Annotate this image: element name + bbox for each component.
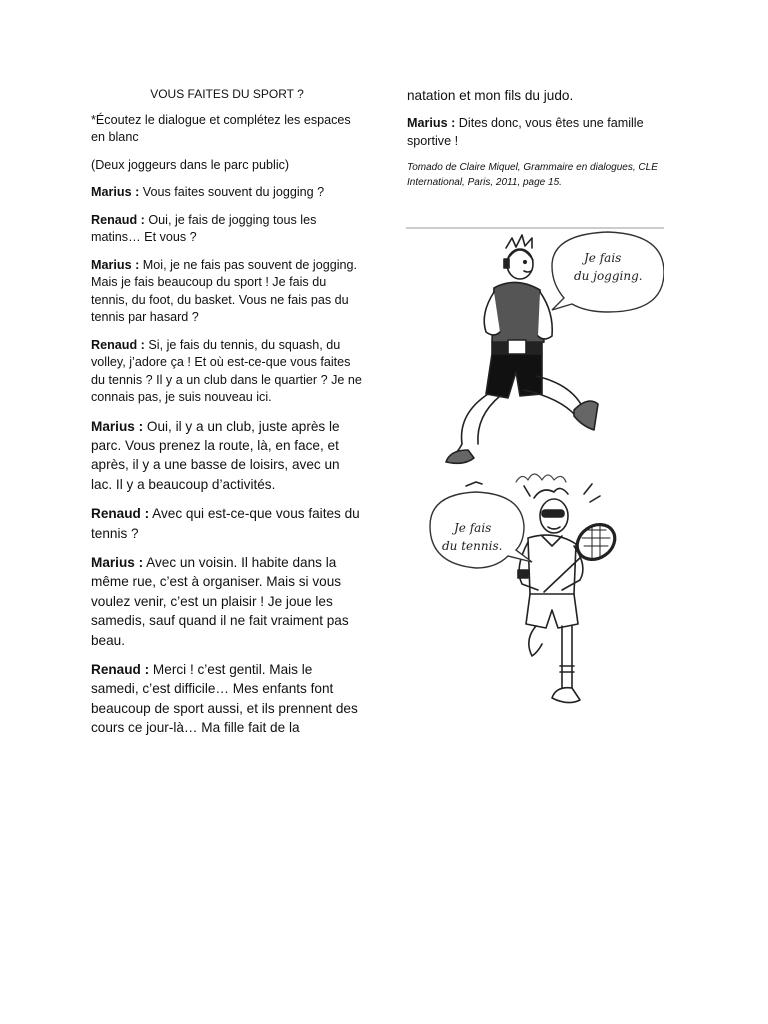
bubble-tennis-line2: du tennis. <box>442 539 503 553</box>
dialogue-text: Moi, je ne fais pas souvent de jogging. Mais je fais beaucoup du sport ! Je fais du tennis, du foot, du basket. Vous ne fais pas du tennis par hasard ? <box>91 257 358 324</box>
dialogue-continuation: natation et mon fils du judo. <box>407 88 574 103</box>
context-line: (Deux joggeurs dans le parc public) <box>91 157 290 172</box>
speaker-label: Marius : <box>91 554 144 570</box>
left-column <box>91 86 363 748</box>
speaker-label: Renaud : <box>91 212 145 227</box>
dialogue-line <box>91 337 363 407</box>
speaker-label: Marius : <box>91 418 144 434</box>
bubble-tennis-line1: Je fais <box>454 521 492 535</box>
dialogue-line <box>91 660 363 738</box>
dialogue-line <box>91 553 363 650</box>
right-column <box>407 86 669 200</box>
speaker-label: Renaud : <box>91 661 150 677</box>
dialogue-line <box>91 417 363 495</box>
cartoon-svg <box>406 226 664 726</box>
dialogue-line <box>91 504 363 543</box>
speaker-label: Marius : <box>91 185 140 199</box>
dialogue-text: Oui, je fais de jogging tous les matins… Et vous ? <box>91 212 317 244</box>
bubble-jogging-line1: Je fais <box>584 251 622 265</box>
speech-bubble-tennis <box>430 492 532 568</box>
speaker-label: Renaud : <box>91 337 145 352</box>
dialogue-text: Si, je fais du tennis, du squash, du volley, j’adore ça ! Et où est-ce-que vous faites du tennis ? Il y a un club dans le quartier ? Je ne connais pas, je suis nouveau ici. <box>91 337 362 404</box>
tennis-player-figure <box>518 484 622 703</box>
citation: Tomado de Claire Miquel, Grammaire en dialogues, CLE International, Paris, 2011, page 15. <box>407 162 658 188</box>
dialogue-text: Vous faites souvent du jogging ? <box>139 185 325 199</box>
dialogue-text: Merci ! c’est gentil. Mais le samedi, c’est difficile… Mes enfants font beaucoup de sport aussi, et ils prennent des cours ce jour-là… Ma fille fait de la <box>91 661 358 736</box>
bubble-jogging-line2: du jogging. <box>574 269 643 283</box>
dialogue-text: Oui, il y a un club, juste après le parc. Vous prenez la route, là, en face, et après, il y a une basse de loisirs, avec un lac. Il y a beaucoup d’activités. <box>91 418 340 492</box>
instruction: *Écoutez le dialogue et complétez les espaces en blanc <box>91 112 351 144</box>
dialogue-line <box>91 257 363 327</box>
speech-bubble-jogging <box>552 232 664 312</box>
speaker-label: Marius : <box>407 116 456 130</box>
cartoon-illustration <box>406 226 664 726</box>
dialogue-text: Avec un voisin. Il habite dans la même rue, c’est à organiser. Mais si vous voulez venir, c’est un plaisir ! Je joue les samedis, sauf quand il ne fait vraiment pas beau. <box>91 554 349 648</box>
speaker-label: Renaud : <box>91 506 150 522</box>
dialogue-line <box>91 212 363 247</box>
dialogue-text: Avec qui est-ce-que vous faites du tennis ? <box>91 506 360 541</box>
dialogue-line <box>407 115 669 150</box>
speaker-label: Marius : <box>91 257 140 272</box>
page-title: VOUS FAITES DU SPORT ? <box>150 87 304 101</box>
dialogue-line <box>91 184 363 202</box>
dialogue-text: Dites donc, vous êtes une famille sportive ! <box>407 116 644 148</box>
